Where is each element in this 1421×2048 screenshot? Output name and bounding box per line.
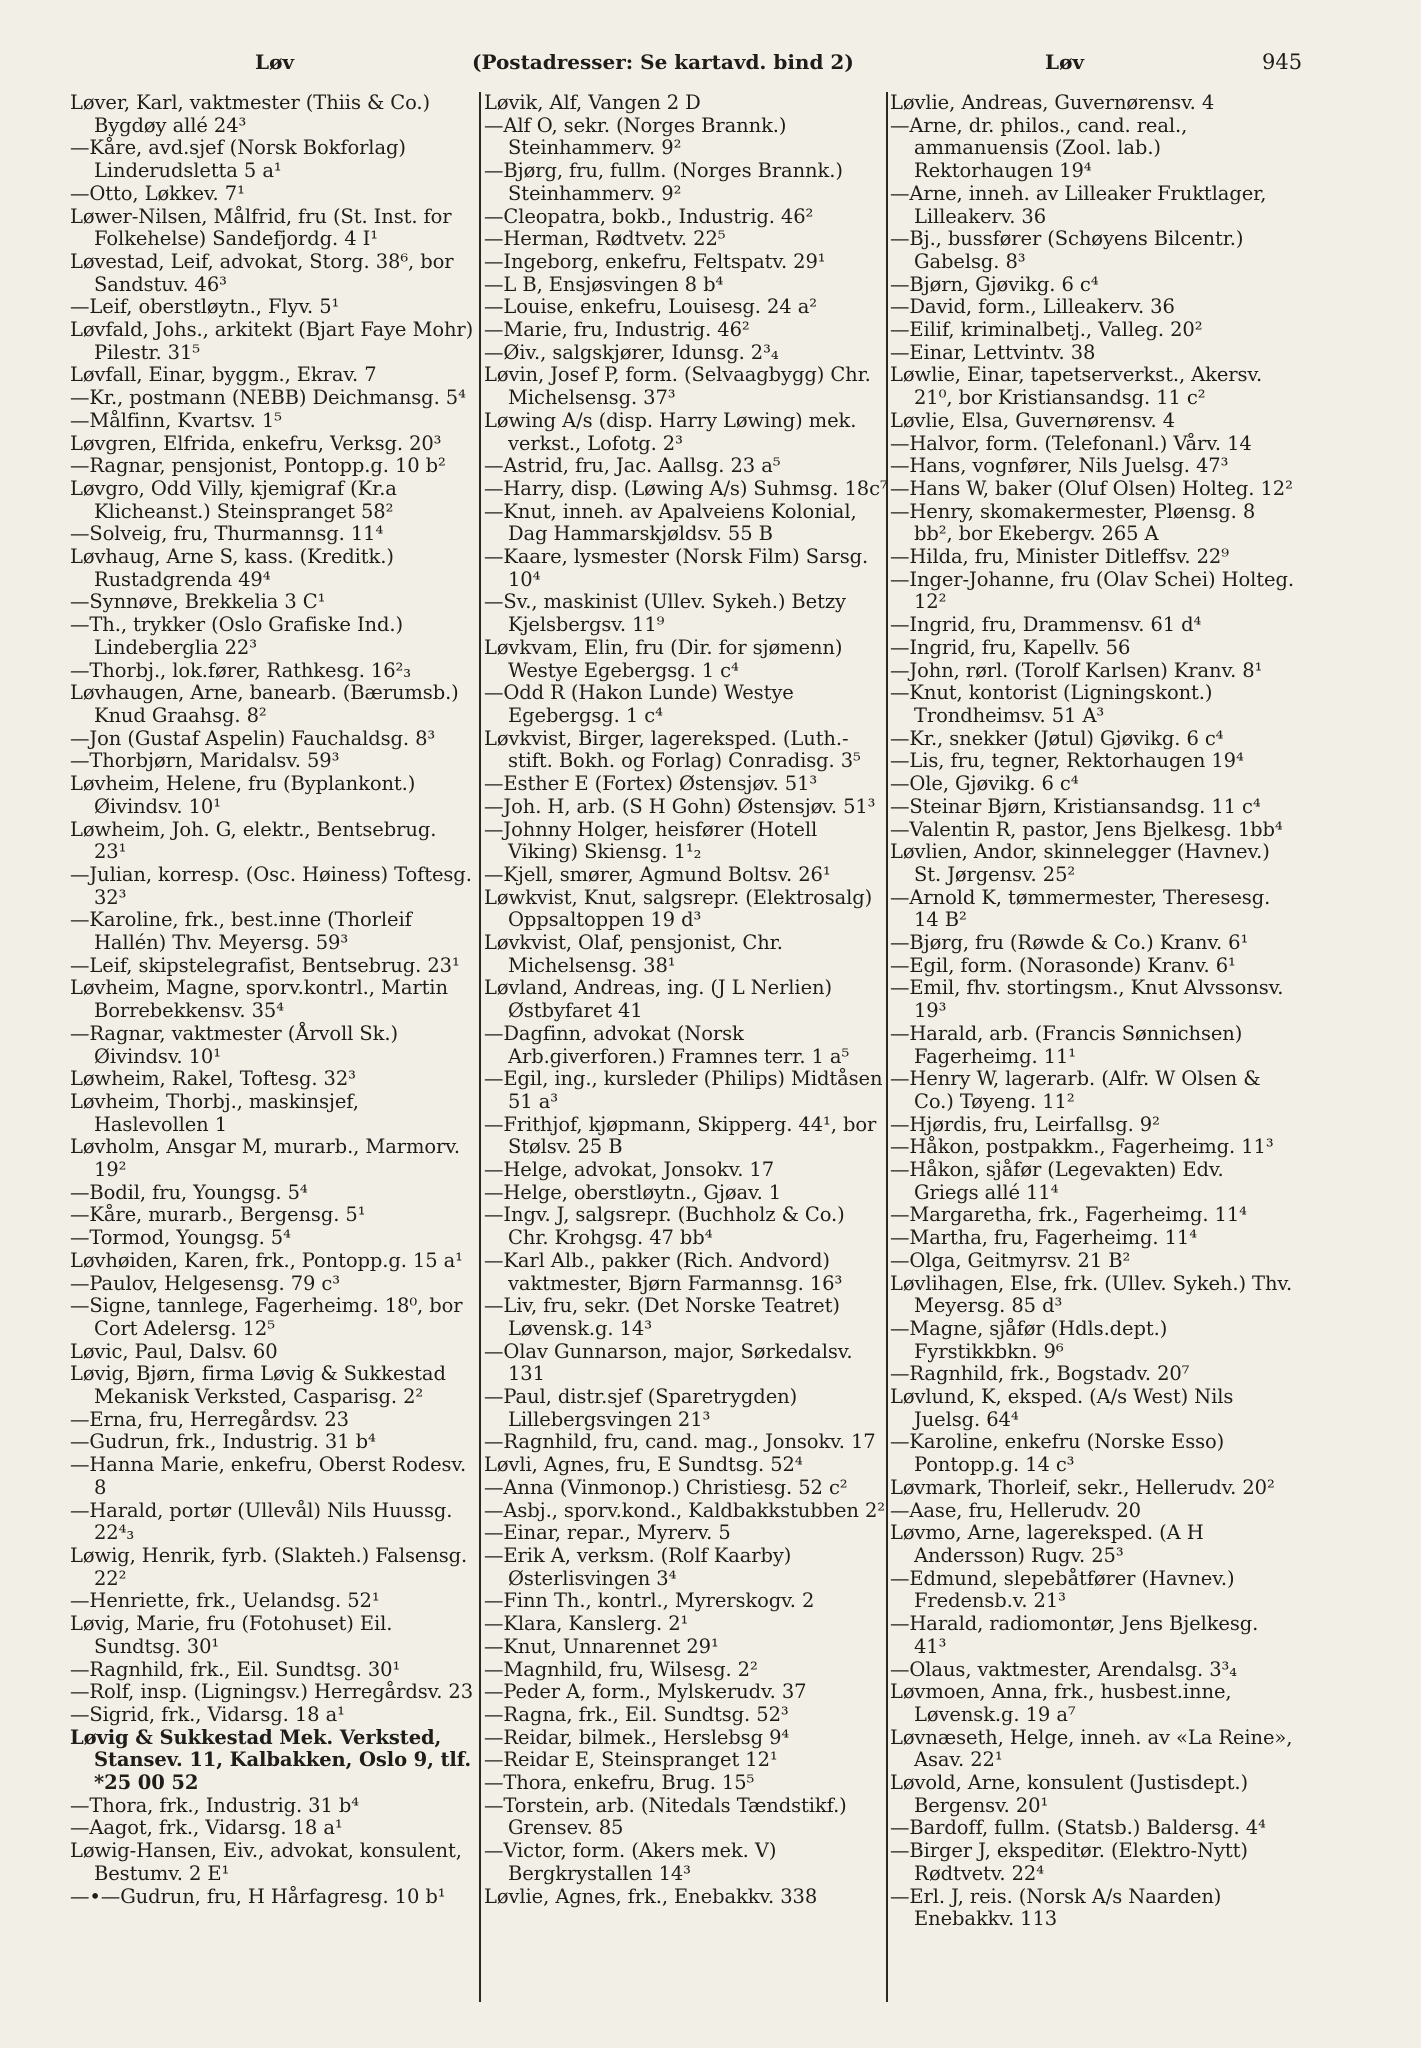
directory-entry: —Johnny Holger, heisfører (Hotell Viking) Skiensg. 1¹₂ [484, 817, 818, 864]
directory-entry: Løvlie, Agnes, frk., Enebakkv. 338 [484, 1884, 818, 1908]
directory-entry: Løwheim, Joh. G, elektr., Bentsebrug. 23¹ [70, 817, 437, 864]
directory-entry: —Asbj., sporv.kond., Kaldbakkstubben 2² [484, 1498, 886, 1522]
directory-entry: —Victor, form. (Akers mek. V) Bergkrystallen 14³ [484, 1839, 777, 1885]
directory-entry: —Arnold K, tømmermester, Theresesg. 14 B² [890, 885, 1271, 932]
directory-entry: —Halvor, form. (Telefonanl.) Vårv. 14 [890, 431, 1252, 455]
directory-entry: —Ragnhild, fru, cand. mag., Jonsokv. 17 [484, 1430, 876, 1454]
directory-entry: Løvkvist, Birger, lagereksped. (Luth.-stift. Bokh. og Forlag) Conradisg. 3⁵ [484, 726, 861, 773]
directory-entry: —Klara, Kanslerg. 2¹ [484, 1612, 689, 1636]
header-left-keyword: Løv [255, 50, 295, 74]
directory-entry: —Ragnhild, frk., Bogstadv. 20⁷ [890, 1362, 1190, 1386]
directory-entry: —Karoline, enkefru (Norske Esso) Pontopp.g. 14 c³ [890, 1430, 1225, 1477]
header-postal-note: (Postadresser: Se kartavd. bind 2) [472, 50, 854, 74]
directory-entry: —Knut, kontorist (Ligningskont.) Trondheimsv. 51 A³ [890, 681, 1213, 727]
directory-entry: —Finn Th., kontrl., Myrerskogv. 2 [484, 1589, 815, 1613]
directory-entry: —Reidar E, Steinspranget 12¹ [484, 1748, 778, 1772]
directory-entry: Løvnæseth, Helge, inneh. av «La Reine», Asav. 22¹ [890, 1725, 1293, 1772]
directory-entry: —Olav Gunnarson, major, Sørkedalsv. 131 [484, 1339, 853, 1386]
directory-entry: —Herman, Rødtvetv. 22⁵ [484, 227, 726, 251]
directory-entry: —Jon (Gustaf Aspelin) Fauchaldsg. 8³ [70, 726, 436, 750]
directory-entry: Løvfald, Johs., arkitekt (Bjart Faye Mohr) Pilestr. 31⁵ [70, 318, 474, 364]
directory-entry: —Bjørn, Gjøvikg. 6 c⁴ [890, 272, 1099, 296]
directory-entry: —Dagfinn, advokat (Norsk Arb.giverforen.) Framnes terr. 1 a⁵ [484, 1021, 850, 1068]
directory-entry: —Magne, sjåfør (Hdls.dept.) Fyrstikkbkn. 9⁶ [890, 1316, 1168, 1363]
directory-entry: —Kr., postmann (NEBB) Deichmansg. 5⁴ [70, 386, 466, 410]
directory-entry: Løvgren, Elfrida, enkefru, Verksg. 20³ [70, 431, 442, 455]
directory-entry: —Frithjof, kjøpmann, Skipperg. 44¹, bor Stølsv. 25 B [484, 1112, 877, 1159]
directory-entry: —Knut, inneh. av Apalveiens Kolonial, Dag Hammarskjøldsv. 55 B [484, 499, 857, 546]
directory-entry: —Erl. J, reis. (Norsk A/s Naarden) Enebakkv. 113 [890, 1884, 1222, 1931]
directory-entry: —Eilif, kriminalbetj., Valleg. 20² [890, 318, 1203, 342]
directory-entry: Løvig, Marie, fru (Fotohuset) Eil. Sundtsg. 30¹ [70, 1612, 393, 1658]
directory-entry: —Olaus, vaktmester, Arendalsg. 3³₄ [890, 1657, 1237, 1681]
directory-entry: —Emil, fhv. stortingsm., Knut Alvssonsv. 19³ [890, 976, 1284, 1023]
directory-entry: —John, rørl. (Torolf Karlsen) Kranv. 8¹ [890, 658, 1263, 682]
directory-entry: —Odd R (Hakon Lunde) Westye Egebergsg. 1 c⁴ [484, 681, 794, 727]
directory-entry: —Harald, arb. (Francis Sønnichsen) Fagerheimg. 11¹ [890, 1021, 1243, 1068]
directory-entry: Løvhaugen, Arne, banearb. (Bærumsb.) Knud Graahsg. 8² [70, 681, 459, 727]
column-divider [479, 92, 481, 2002]
directory-entry: Løvin, Josef P, form. (Selvaagbygg) Chr. Michelsensg. 37³ [484, 363, 871, 410]
directory-entry: —Egil, ing., kursleder (Philips) Midtåsen 51 a³ [484, 1067, 883, 1113]
directory-entry: Løvli, Agnes, fru, E Sundtsg. 52⁴ [484, 1453, 803, 1477]
directory-entry: Løvlund, K, eksped. (A/s West) Nils Juelsg. 64⁴ [890, 1385, 1234, 1431]
directory-entry: —Erik A, verksm. (Rolf Kaarby) Østerlisvingen 3⁴ [484, 1544, 792, 1590]
directory-entry: —Louise, enkefru, Louisesg. 24 a² [484, 295, 817, 319]
directory-entry: —Helge, advokat, Jonsokv. 17 [484, 1158, 775, 1182]
directory-entry: Løwer-Nilsen, Målfrid, fru (St. Inst. for Folkehelse) Sandefjordg. 4 I¹ [70, 204, 452, 251]
directory-entry: —Olga, Geitmyrsv. 21 B² [890, 1248, 1131, 1272]
directory-entry: —Tormod, Youngsg. 5⁴ [70, 1226, 291, 1250]
directory-entry: —Liv, fru, sekr. (Det Norske Teatret) Løvensk.g. 14³ [484, 1294, 840, 1340]
directory-entry: —Bjørg, fru (Røwde & Co.) Kranv. 6¹ [890, 931, 1249, 955]
directory-entry: Løwig-Hansen, Eiv., advokat, konsulent, Bestumv. 2 E¹ [70, 1839, 462, 1885]
directory-entry: —Synnøve, Brekkelia 3 C¹ [70, 590, 326, 614]
directory-entry: —Bardoff, fullm. (Statsb.) Baldersg. 4⁴ [890, 1816, 1266, 1840]
directory-entry: Løvig & Sukkestad Mek. Verksted, Stansev. 11, Kalbakken, Oslo 9, tlf. *25 00 52 [70, 1725, 472, 1795]
directory-entry: —Hjørdis, fru, Leirfallsg. 9² [890, 1112, 1160, 1136]
directory-entry: —Knut, Unnarennet 29¹ [484, 1634, 719, 1658]
directory-entry: Løvholm, Ansgar M, murarb., Marmorv. 19² [70, 1135, 460, 1182]
directory-entry: —Astrid, fru, Jac. Aallsg. 23 a⁵ [484, 454, 781, 478]
directory-entry: —Målfinn, Kvartsv. 1⁵ [70, 408, 282, 432]
directory-entry: —Kaare, lysmester (Norsk Film) Sarsg. 10⁴ [484, 545, 869, 591]
directory-entry: Løvmo, Arne, lagereksped. (A H Andersson) Rugv. 25³ [890, 1521, 1204, 1567]
directory-entry: —Øiv., salgskjører, Idunsg. 2³₄ [484, 340, 779, 364]
directory-entry: —Ingeborg, enkefru, Feltspatv. 29¹ [484, 249, 826, 273]
directory-entry: —Signe, tannlege, Fagerheimg. 18⁰, bor Cort Adelersg. 12⁵ [70, 1294, 463, 1340]
directory-entry: Løwheim, Rakel, Toftesg. 32³ [70, 1067, 356, 1091]
directory-entry: —Einar, Lettvintv. 38 [890, 340, 1096, 364]
directory-entry: —Th., trykker (Oslo Grafiske Ind.) Lindeberglia 22³ [70, 613, 403, 659]
directory-entry: —Steinar Bjørn, Kristiansandsg. 11 c⁴ [890, 794, 1261, 818]
directory-entry: —Hilda, fru, Minister Ditleffsv. 22⁹ [890, 545, 1229, 569]
directory-entry: —Harald, radiomontør, Jens Bjelkesg. 41³ [890, 1612, 1259, 1658]
directory-entry: —Anna (Vinmonop.) Christiesg. 52 c² [484, 1475, 848, 1499]
directory-entry: Løvhaug, Arne S, kass. (Kreditk.) Rustadgrenda 49⁴ [70, 545, 394, 591]
directory-column-3 [890, 92, 1294, 2004]
directory-entry: —Håkon, postpakkm., Fagerheimg. 11³ [890, 1135, 1274, 1159]
directory-entry: Løwkvist, Knut, salgsrepr. (Elektrosalg) Oppsaltoppen 19 d³ [484, 885, 873, 932]
directory-entry: —Einar, repar., Myrerv. 5 [484, 1521, 731, 1545]
directory-entry: —Cleopatra, bokb., Industrig. 46² [484, 204, 814, 228]
directory-column-1 [70, 92, 474, 2004]
directory-entry: —Thora, frk., Industrig. 31 b⁴ [70, 1793, 359, 1817]
directory-entry: —Henriette, frk., Uelandsg. 52¹ [70, 1589, 380, 1613]
directory-entry: —Lis, fru, tegner, Rektorhaugen 19⁴ [890, 749, 1244, 773]
directory-entry: —Håkon, sjåfør (Legevakten) Edv. Griegs allé 11⁴ [890, 1158, 1224, 1204]
directory-entry: —Ole, Gjøvikg. 6 c⁴ [890, 772, 1079, 796]
directory-entry: —Sv., maskinist (Ullev. Sykeh.) Betzy Kjelsbergsv. 11⁹ [484, 590, 846, 637]
directory-entry: —Birger J, ekspeditør. (Elektro-Nytt) Rødtvetv. 22⁴ [890, 1839, 1248, 1885]
directory-entry: —Arne, inneh. av Lilleaker Fruktlager, Lilleakerv. 36 [890, 181, 1267, 228]
directory-entry: —Thora, enkefru, Brug. 15⁵ [484, 1771, 755, 1795]
directory-entry: —Peder A, form., Mylskerudv. 37 [484, 1680, 807, 1704]
directory-entry: Løvmoen, Anna, frk., husbest.inne, Løvensk.g. 19 a⁷ [890, 1680, 1232, 1726]
directory-entry: Løvheim, Helene, fru (Byplankont.) Øivindsv. 10¹ [70, 772, 416, 818]
directory-entry: —Margaretha, frk., Fagerheimg. 11⁴ [890, 1203, 1247, 1227]
directory-entry: —Kåre, avd.sjef (Norsk Bokforlag) Linderudsletta 5 a¹ [70, 136, 406, 183]
directory-entry: —Thorbjørn, Maridalsv. 59³ [70, 749, 340, 773]
directory-entry: —Ingrid, fru, Drammensv. 61 d⁴ [890, 613, 1202, 637]
directory-entry: Løvheim, Magne, sporv.kontrl., Martin Borrebekkensv. 35⁴ [70, 976, 448, 1023]
directory-entry: —Karl Alb., pakker (Rich. Andvord) vaktmester, Bjørn Farmannsg. 16³ [484, 1248, 843, 1295]
directory-entry: —Kåre, murarb., Bergensg. 5¹ [70, 1203, 366, 1227]
directory-entry: —Hanna Marie, enkefru, Oberst Rodesv. 8 [70, 1453, 467, 1499]
directory-entry: Løvfall, Einar, byggm., Ekrav. 7 [70, 363, 377, 387]
directory-entry: —Alf O, sekr. (Norges Brannk.) Steinhammerv. 9² [484, 113, 787, 160]
directory-entry: Løvlie, Elsa, Guvernørensv. 4 [890, 408, 1175, 432]
directory-entry: —Ragnar, pensjonist, Pontopp.g. 10 b² [70, 454, 446, 478]
directory-entry: —Egil, form. (Norasonde) Kranv. 6¹ [890, 953, 1236, 977]
directory-entry: Løver, Karl, vaktmester (Thiis & Co.) Bygdøy allé 24³ [70, 92, 431, 137]
directory-entry: Løvlien, Andor, skinnelegger (Havnev.) St. Jørgensv. 25² [890, 840, 1270, 886]
directory-entry: —Martha, fru, Fagerheimg. 11⁴ [890, 1226, 1197, 1250]
directory-entry: —Harry, disp. (Løwing A/s) Suhmsg. 18c⁷ [484, 476, 888, 500]
directory-entry: Løvestad, Leif, advokat, Storg. 38⁶, bor Sandstuv. 46³ [70, 249, 454, 296]
directory-entry: —Bodil, fru, Youngsg. 5⁴ [70, 1180, 308, 1204]
directory-entry: —David, form., Lilleakerv. 36 [890, 295, 1175, 319]
directory-entry: —Torstein, arb. (Nitedals Tændstikf.) Grensev. 85 [484, 1793, 847, 1840]
directory-entry: —Otto, Løkkev. 7¹ [70, 181, 245, 205]
directory-entry: Løvig, Bjørn, firma Løvig & Sukkestad Mekanisk Verksted, Casparisg. 2² [70, 1362, 446, 1409]
directory-entry: —Reidar, bilmek., Herslebsg 9⁴ [484, 1725, 790, 1749]
directory-entry: —Karoline, frk., best.inne (Thorleif Hallén) Thv. Meyersg. 59³ [70, 908, 412, 955]
directory-entry: —Leif, skipstelegrafist, Bentsebrug. 23¹ [70, 953, 460, 977]
directory-entry: Løwlie, Einar, tapetserverkst., Akersv. 21⁰, bor Kristiansandsg. 11 c² [890, 363, 1263, 410]
directory-entry: —Hans, vognfører, Nils Juelsg. 47³ [890, 454, 1229, 478]
directory-entry: —Ragnhild, frk., Eil. Sundtsg. 30¹ [70, 1657, 401, 1681]
directory-entry: Løvold, Arne, konsulent (Justisdept.) Bergensv. 20¹ [890, 1771, 1249, 1817]
directory-entry: —Ragnar, vaktmester (Årvoll Sk.) Øivindsv. 10¹ [70, 1021, 398, 1068]
directory-entry: Løvland, Andreas, ing. (J L Nerlien) Østbyfaret 41 [484, 976, 832, 1023]
directory-entry: —Solveig, fru, Thurmannsg. 11⁴ [70, 522, 384, 546]
page-number: 945 [1262, 50, 1303, 74]
directory-entry: —Esther E (Fortex) Østensjøv. 51³ [484, 772, 818, 796]
directory-entry: —Joh. H, arb. (S H Gohn) Østensjøv. 51³ [484, 794, 876, 818]
directory-entry: —Valentin R, pastor, Jens Bjelkesg. 1bb⁴ [890, 817, 1283, 841]
directory-entry: Løvhøiden, Karen, frk., Pontopp.g. 15 a¹ [70, 1248, 463, 1272]
directory-entry: —Rolf, insp. (Ligningsv.) Herregårdsv. 23 [70, 1680, 474, 1704]
directory-entry: —Marie, fru, Industrig. 46² [484, 318, 750, 342]
directory-entry: —Harald, portør (Ullevål) Nils Huussg. 22⁴₃ [70, 1498, 453, 1545]
directory-entry: —Kr., snekker (Jøtul) Gjøvikg. 6 c⁴ [890, 726, 1224, 750]
directory-column-2 [484, 92, 888, 2004]
directory-entry: —Arne, dr. philos., cand. real., ammanuensis (Zool. lab.) Rektorhaugen 19⁴ [890, 113, 1188, 183]
directory-entry: Løvkvam, Elin, fru (Dir. for sjømenn) Westye Egebergsg. 1 c⁴ [484, 635, 843, 682]
directory-entry: Løvkvist, Olaf, pensjonist, Chr. Michelsensg. 38¹ [484, 931, 783, 977]
directory-entry: —Hans W, baker (Oluf Olsen) Holteg. 12² [890, 476, 1293, 500]
directory-entry: —Bj., bussfører (Schøyens Bilcentr.) Gabelsg. 8³ [890, 227, 1244, 273]
directory-entry: Løvmark, Thorleif, sekr., Hellerudv. 20² [890, 1475, 1275, 1499]
header-right-keyword: Løv [1045, 50, 1085, 74]
directory-entry: —Leif, oberstløytn., Flyv. 5¹ [70, 295, 340, 319]
directory-entry: —Sigrid, frk., Vidarsg. 18 a¹ [70, 1702, 345, 1726]
directory-entry: —Henry, skomakermester, Pløensg. 8 bb², bor Ekebergv. 265 A [890, 499, 1256, 546]
directory-entry: —Bjørg, fru, fullm. (Norges Brannk.) Steinhammerv. 9² [484, 159, 843, 205]
directory-entry: Løvik, Alf, Vangen 2 D [484, 92, 701, 114]
directory-entry: —Edmund, slepebåtfører (Havnev.) Fredensb.v. 21³ [890, 1566, 1235, 1613]
directory-entry: Løwing A/s (disp. Harry Løwing) mek. verkst., Lofotg. 2³ [484, 408, 857, 455]
directory-entry: —Ingrid, fru, Kapellv. 56 [890, 635, 1131, 659]
directory-entry: —Gudrun, frk., Industrig. 31 b⁴ [70, 1430, 376, 1454]
directory-entry: Løvlie, Andreas, Guvernørensv. 4 [890, 92, 1215, 114]
directory-entry: —•—Gudrun, fru, H Hårfagresg. 10 b¹ [70, 1884, 446, 1908]
directory-entry: —Thorbj., lok.fører, Rathkesg. 16²₃ [70, 658, 411, 682]
directory-entry: Løvlihagen, Else, frk. (Ullev. Sykeh.) Thv. Meyersg. 85 d³ [890, 1271, 1293, 1318]
directory-entry: —Julian, korresp. (Osc. Høiness) Toftesg. 32³ [70, 862, 472, 909]
directory-entry: —Aagot, frk., Vidarsg. 18 a¹ [70, 1816, 343, 1840]
directory-entry: —Ingv. J, salgsrepr. (Buchholz & Co.) Chr. Krohgsg. 47 bb⁴ [484, 1203, 845, 1250]
directory-entry: Løvic, Paul, Dalsv. 60 [70, 1339, 278, 1363]
directory-entry: Løvgro, Odd Villy, kjemigraf (Kr.a Klicheanst.) Steinspranget 58² [70, 476, 397, 523]
directory-entry: —Helge, oberstløytn., Gjøav. 1 [484, 1180, 782, 1204]
directory-entry: —Paulov, Helgesensg. 79 c³ [70, 1271, 340, 1295]
directory-entry: —Erna, fru, Herregårdsv. 23 [70, 1407, 349, 1431]
directory-entry: —Henry W, lagerarb. (Alfr. W Olsen & Co.) Tøyeng. 11² [890, 1067, 1261, 1113]
directory-entry: Løwig, Henrik, fyrb. (Slakteh.) Falsensg. 22² [70, 1544, 468, 1590]
directory-entry: —L B, Ensjøsvingen 8 b⁴ [484, 272, 724, 296]
directory-entry: —Magnhild, fru, Wilsesg. 2² [484, 1657, 758, 1681]
directory-entry: —Inger-Johanne, fru (Olav Schei) Holteg. 12² [890, 567, 1294, 614]
directory-entry: —Paul, distr.sjef (Sparetrygden) Lillebergsvingen 21³ [484, 1385, 798, 1431]
directory-entry: —Ragna, frk., Eil. Sundtsg. 52³ [484, 1702, 789, 1726]
directory-entry: Løvheim, Thorbj., maskinsjef, Haslevollen 1 [70, 1089, 359, 1136]
directory-entry: —Aase, fru, Hellerudv. 20 [890, 1498, 1141, 1522]
directory-entry: —Kjell, smører, Agmund Boltsv. 26¹ [484, 862, 831, 886]
